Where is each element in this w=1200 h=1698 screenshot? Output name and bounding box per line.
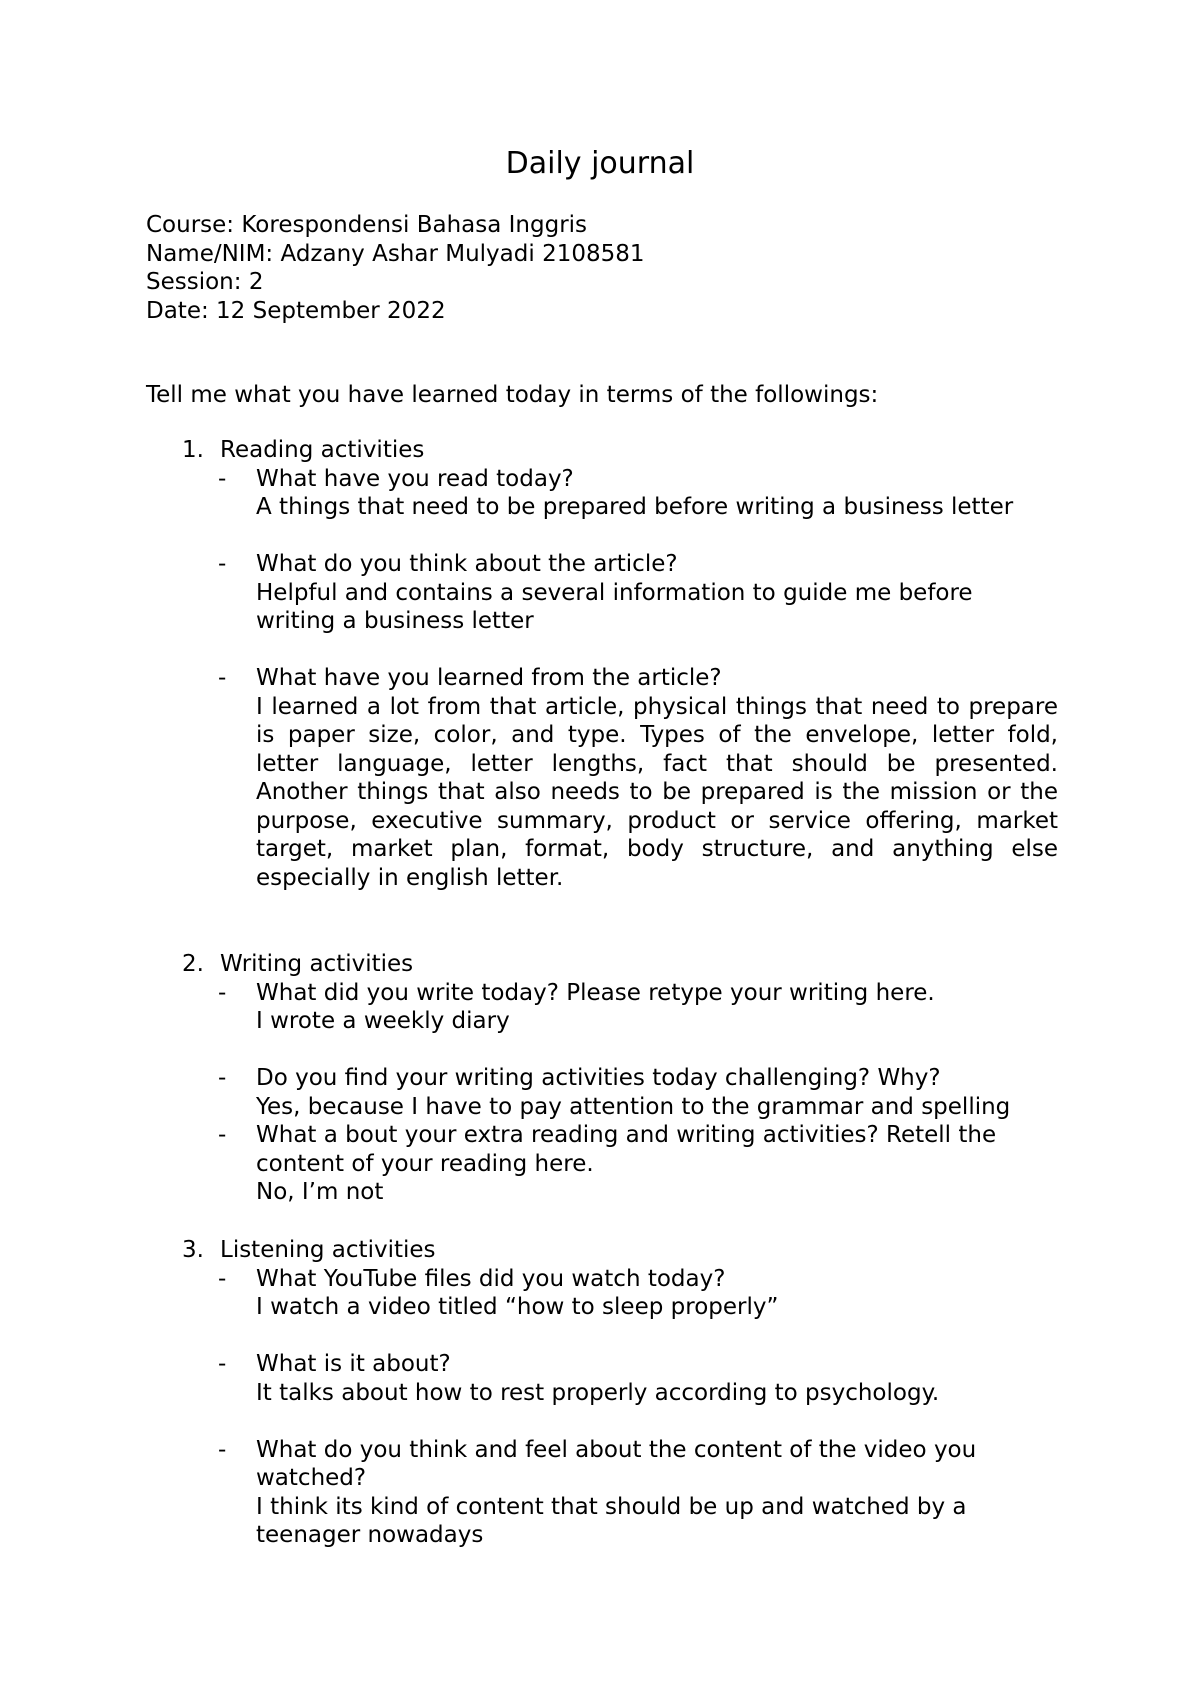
bullet-dash: -	[218, 979, 227, 1006]
answer-text: I think its kind of content that should be up and watched by a teenager nowadays	[256, 1493, 967, 1548]
list-item	[218, 1064, 1058, 1121]
question-text: What have you read today?	[256, 465, 574, 492]
list-item	[218, 1265, 1058, 1322]
intro-prompt: Tell me what you have learned today in terms of the followings:	[146, 382, 879, 408]
section-heading	[182, 950, 413, 979]
question-text: What do you think and feel about the content of the video you watched?	[256, 1436, 977, 1491]
question-text: What do you think about the article?	[256, 551, 678, 577]
course-line: Course: Korespondensi Bahasa Inggris	[146, 212, 588, 238]
list-item	[218, 664, 1058, 892]
answer-text: No, I’m not	[256, 1179, 384, 1205]
session-line: Session: 2	[146, 269, 264, 295]
name-nim-line: Name/NIM: Adzany Ashar Mulyadi 2108581	[146, 240, 645, 267]
question-text: What have you learned from the article?	[256, 665, 722, 691]
list-item	[218, 1121, 1058, 1207]
question-text: What YouTube files did you watch today?	[256, 1265, 726, 1292]
bullet-dash: -	[218, 1065, 227, 1091]
bullet-dash: -	[218, 1122, 227, 1148]
list-item	[218, 1436, 1058, 1550]
bullet-dash: -	[218, 551, 227, 577]
section-title: Reading activities	[220, 437, 425, 463]
answer-text: I watch a video titled “how to sleep properly”	[256, 1294, 779, 1320]
section-number: 1.	[182, 437, 204, 463]
date-line: Date: 12 September 2022	[146, 297, 446, 324]
bullet-dash: -	[218, 1265, 227, 1292]
question-text: What is it about?	[256, 1351, 451, 1377]
answer-text: A things that need to be prepared before writing a business letter	[256, 494, 1014, 520]
journal-meta	[146, 211, 645, 325]
answer-text: I learned a lot from that article, physical things that need to prepare is paper size, color, and type. Types of the envelope, letter fold, letter language, letter lengths, fact that should be presented. Another things that also needs to be prepared is the mission or the purpose, executive summary, product or service offering, market target, market plan, format, body structure, and anything else especially in english letter.	[256, 693, 1058, 891]
question-text: Do you find your writing activities today challenging? Why?	[256, 1065, 941, 1091]
bullet-dash: -	[218, 665, 227, 691]
answer-text: Yes, because I have to pay attention to the grammar and spelling	[256, 1093, 1011, 1120]
bullet-dash: -	[218, 465, 227, 492]
answer-text: I wrote a weekly diary	[256, 1008, 510, 1034]
answer-text: It talks about how to rest properly according to psychology.	[256, 1379, 940, 1406]
answer-text: Helpful and contains a several information to guide me before writing a business letter	[256, 579, 973, 634]
list-item	[218, 979, 1058, 1036]
section-title: Listening activities	[220, 1237, 436, 1263]
list-item	[218, 465, 1058, 522]
question-text: What a bout your extra reading and writing activities? Retell the content of your reading here.	[256, 1122, 997, 1177]
section-number: 2.	[182, 951, 204, 977]
section-heading	[182, 436, 424, 465]
section-number: 3.	[182, 1237, 204, 1263]
list-item	[218, 550, 1058, 636]
question-text: What did you write today? Please retype your writing here.	[256, 979, 935, 1006]
page-title: Daily journal	[505, 146, 695, 181]
section-title: Writing activities	[220, 951, 414, 977]
list-item	[218, 1350, 1058, 1407]
bullet-dash: -	[218, 1351, 227, 1377]
bullet-dash: -	[218, 1436, 227, 1463]
section-heading	[182, 1236, 436, 1265]
